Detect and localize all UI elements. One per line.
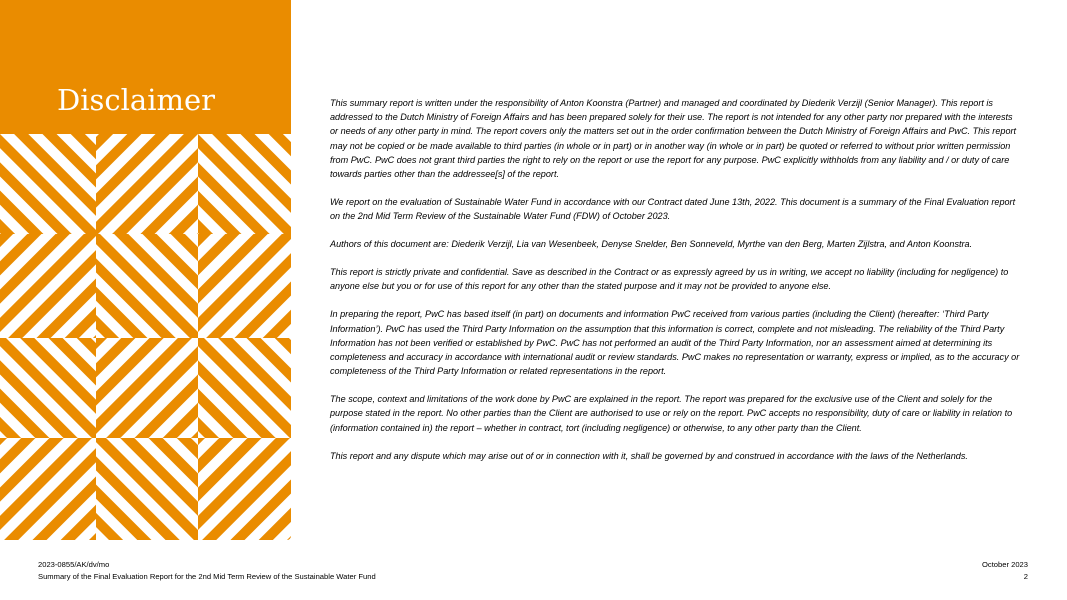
chevron-stripe-pattern [0,134,291,540]
paragraph-4: This report is strictly private and confidential. Save as described in the Contract or as expressly agreed by us in writing, we accept no liability (including for negligence) to anyone else but you or for use of this report for any other than the stated purpose and it may not be provided to anyone else. [330,267,1009,292]
paragraph-3: Authors of this document are: Diederik Verzijl, Lia van Wesenbeek, Denyse Snelder, Ben Sonneveld, Myrthe van den Berg, Marten Zijlstra, and Anton Koonstra. [330,239,973,250]
footer-page-number: 2 [1023,571,1028,581]
footer-date: October 2023 [981,560,1028,569]
paragraph-5: In preparing the report, PwC has based itself (in part) on documents and information PwC received from various parties (including the Client) (hereafter: ‘Third Party Information’). PwC has used the Third Party Information on the assumption that this information is correct, complete and not misleading. The reliability of the Third Party Information has not been verified or established by PwC. PwC has not performed an audit of the Third Party Information, nor an assessment aimed at determining its completeness and accuracy in accordance with international audit or review standards. PwC makes no representation or warranty, express or implied, as to the accuracy or completeness of the Third Party Information or related representations in the report. [330,309,1020,377]
stripe-tiles [0,134,291,540]
footer-left [38,559,376,582]
footer-reference: 2023-0855/AK/dv/mo [38,560,110,569]
paragraph-7: This report and any dispute which may arise out of or in connection with it, shall be governed by and construed in accordance with the laws of the Netherlands. [330,450,968,461]
page-title: Disclaimer [57,83,216,117]
footer-document-title: Summary of the Final Evaluation Report for the 2nd Mid Term Review of the Sustainable Water Fund [38,571,376,581]
decorative-panel [0,0,291,540]
paragraph-1: This summary report is written under the responsibility of Anton Koonstra (Partner) and managed and coordinated by Diederik Verzijl (Senior Manager). This report is addressed to the Dutch Ministry of Foreign Affairs and has been prepared solely for their use. The report is not intended for any other party nor prepared with the interests or needs of any other party in mind. The report covers only the matters set out in the order confirmation between the Dutch Ministry of Foreign Affairs and PwC. This report may not be copied or be made available to third parties (in whole or in part) or in another way (in whole or in part) be quoted or referred to without prior written permission from PwC. PwC does not grant third parties the right to rely on the report or use the report for any purpose. PwC explicitly withholds from any liability and / or duty of care towards parties other than the addressee[s] of the report. [330,98,1017,180]
paragraph-2: We report on the evaluation of Sustainable Water Fund in accordance with our Contract dated June 13th, 2022. This document is a summary of the Final Evaluation report on the 2nd Mid Term Review of the Sustainable Water Fund (FDW) of October 2023. [330,197,1016,222]
disclaimer-body [330,96,1020,477]
footer-right [982,559,1028,582]
paragraph-6: The scope, context and limitations of the work done by PwC are explained in the report. The report was prepared for the exclusive use of the Client and solely for the purpose stated in the report. No other parties than the Client are authorised to use or rely on the report. PwC accepts no responsibility, duty of care or liability in relation to (information contained in) the report – whether in contract, tort (including negligence) or otherwise, to any other party than the Client. [330,394,1013,433]
